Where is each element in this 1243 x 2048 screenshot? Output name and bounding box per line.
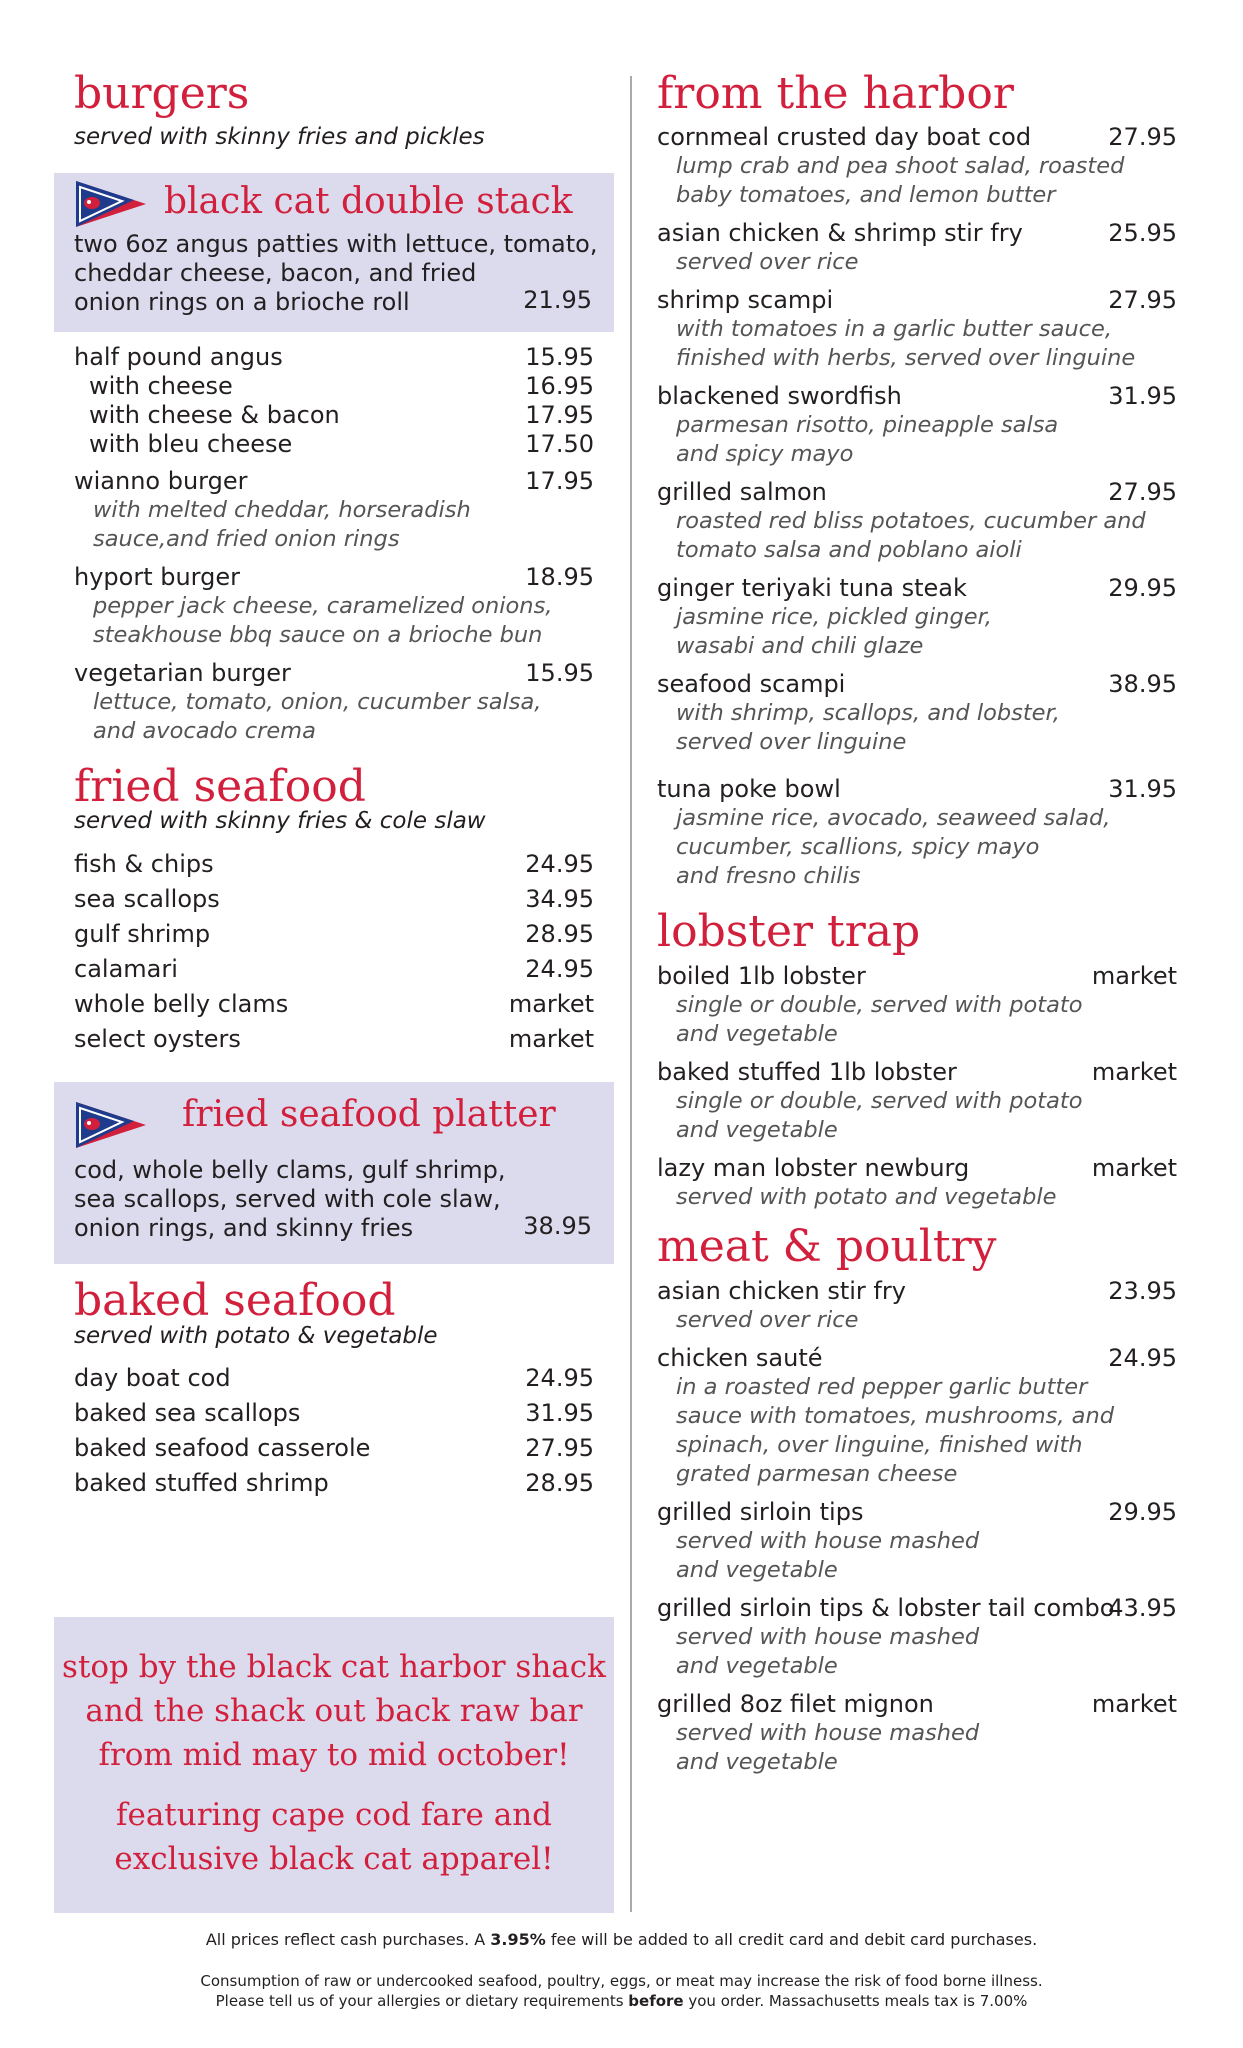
section-title-burgers: burgers: [74, 68, 250, 119]
menu-item: sea scallops 34.95: [74, 885, 594, 913]
menu-item: seafood scampi 38.95 with shrimp, scallops, and lobster, served over linguine: [657, 670, 1177, 755]
menu-item-half-pound: half pound angus 15.95 with cheese 16.95 with cheese & bacon 17.95 with bleu cheese 17.50: [74, 343, 594, 458]
menu-item: baked stuffed 1lb lobster market single or double, served with potato and vegetable: [657, 1058, 1177, 1143]
menu-item: gulf shrimp 28.95: [74, 920, 594, 948]
promo-line: from mid may to mid october!: [98, 1737, 570, 1773]
menu-item: grilled sirloin tips & lobster tail combo 43.95 served with house mashed and vegetable: [657, 1594, 1177, 1679]
menu-item: lazy man lobster newburg market served with potato and vegetable: [657, 1154, 1177, 1210]
promo-box: [54, 1617, 614, 1913]
section-title-harbor: from the harbor: [657, 68, 1014, 119]
menu-item: grilled 8oz filet mignon market served with house mashed and vegetable: [657, 1690, 1177, 1775]
menu-item: grilled sirloin tips 29.95 served with house mashed and vegetable: [657, 1498, 1177, 1583]
menu-item: baked seafood casserole 27.95: [74, 1434, 594, 1462]
menu-item: blackened swordfish 31.95 parmesan risotto, pineapple salsa and spicy mayo: [657, 382, 1177, 467]
menu-item: day boat cod 24.95: [74, 1364, 594, 1392]
menu-item: baked stuffed shrimp 28.95: [74, 1469, 594, 1497]
menu-item: shrimp scampi 27.95 with tomatoes in a garlic butter sauce, finished with herbs, served over linguine: [657, 286, 1177, 371]
menu-item: hyport burger 18.95 pepper jack cheese, caramelized onions, steakhouse bbq sauce on a brioche bun: [74, 563, 594, 648]
menu-item: grilled salmon 27.95 roasted red bliss potatoes, cucumber and tomato salsa and poblano aioli: [657, 478, 1177, 563]
menu-item: tuna poke bowl 31.95 jasmine rice, avocado, seaweed salad, cucumber, scallions, spicy mayo and fresno chilis: [657, 775, 1177, 889]
menu-item: cornmeal crusted day boat cod 27.95 lump crab and pea shoot salad, roasted baby tomatoes, and lemon butter: [657, 123, 1177, 208]
column-divider: [630, 76, 632, 1912]
special-price: 21.95: [523, 286, 592, 314]
footer-cash-note: All prices reflect cash purchases. A 3.95% fee will be added to all credit card and debit card purchases.: [205, 1930, 1038, 1949]
platter-price: 38.95: [523, 1212, 592, 1240]
menu-item: whole belly clams market: [74, 990, 594, 1018]
menu-item: wianno burger 17.95 with melted cheddar, horseradish sauce,and fried onion rings: [74, 467, 594, 552]
promo-line: stop by the black cat harbor shack: [62, 1649, 606, 1685]
platter-title: fried seafood platter: [182, 1094, 556, 1135]
section-subtitle-fried: served with skinny fries & cole slaw: [74, 808, 486, 834]
section-title-fried: fried seafood: [74, 761, 366, 812]
special-box-platter: [54, 1082, 614, 1264]
menu-item: select oysters market: [74, 1025, 594, 1053]
burgee-flag-icon: [76, 181, 146, 227]
menu-item: vegetarian burger 15.95 lettuce, tomato, onion, cucumber salsa, and avocado crema: [74, 659, 594, 744]
section-subtitle-burgers: served with skinny fries and pickles: [74, 124, 485, 150]
special-box-double-stack: [54, 173, 614, 332]
menu-item: chicken sauté 24.95 in a roasted red pepper garlic butter sauce with tomatoes, mushrooms, and spinach, over linguine, finished with grated parmesan cheese: [657, 1344, 1177, 1487]
menu-item: boiled 1lb lobster market single or double, served with potato and vegetable: [657, 962, 1177, 1047]
menu-item: asian chicken stir fry 23.95 served over rice: [657, 1277, 1177, 1333]
section-title-lobster: lobster trap: [657, 906, 921, 957]
special-title: black cat double stack: [164, 181, 573, 222]
menu-item: baked sea scallops 31.95: [74, 1399, 594, 1427]
promo-line: featuring cape cod fare and: [116, 1797, 552, 1833]
section-subtitle-baked: served with potato & vegetable: [74, 1323, 438, 1349]
footer-warning: Consumption of raw or undercooked seafood, poultry, eggs, or meat may increase the risk of food borne illness.: [200, 1972, 1043, 1990]
menu-item: asian chicken & shrimp stir fry 25.95 served over rice: [657, 219, 1177, 275]
menu-item: ginger teriyaki tuna steak 29.95 jasmine rice, pickled ginger, wasabi and chili glaze: [657, 574, 1177, 659]
footer-allergy: Please tell us of your allergies or dietary requirements before you order. Massachusetts meals tax is 7.00%: [215, 1992, 1028, 2010]
platter-desc: cod, whole belly clams, gulf shrimp, sea scallops, served with cole slaw, onion rings, and skinny fries: [74, 1156, 506, 1242]
burgee-flag-icon: [76, 1102, 146, 1148]
section-title-baked: baked seafood: [74, 1275, 396, 1326]
menu-item: fish & chips 24.95: [74, 850, 594, 878]
section-title-meat: meat & poultry: [657, 1221, 997, 1272]
special-desc: two 6oz angus patties with lettuce, tomato, cheddar cheese, bacon, and fried onion rings on a brioche roll: [74, 230, 598, 316]
menu-item: calamari 24.95: [74, 955, 594, 983]
promo-line: and the shack out back raw bar: [85, 1693, 583, 1729]
promo-line: exclusive black cat apparel!: [114, 1841, 554, 1877]
